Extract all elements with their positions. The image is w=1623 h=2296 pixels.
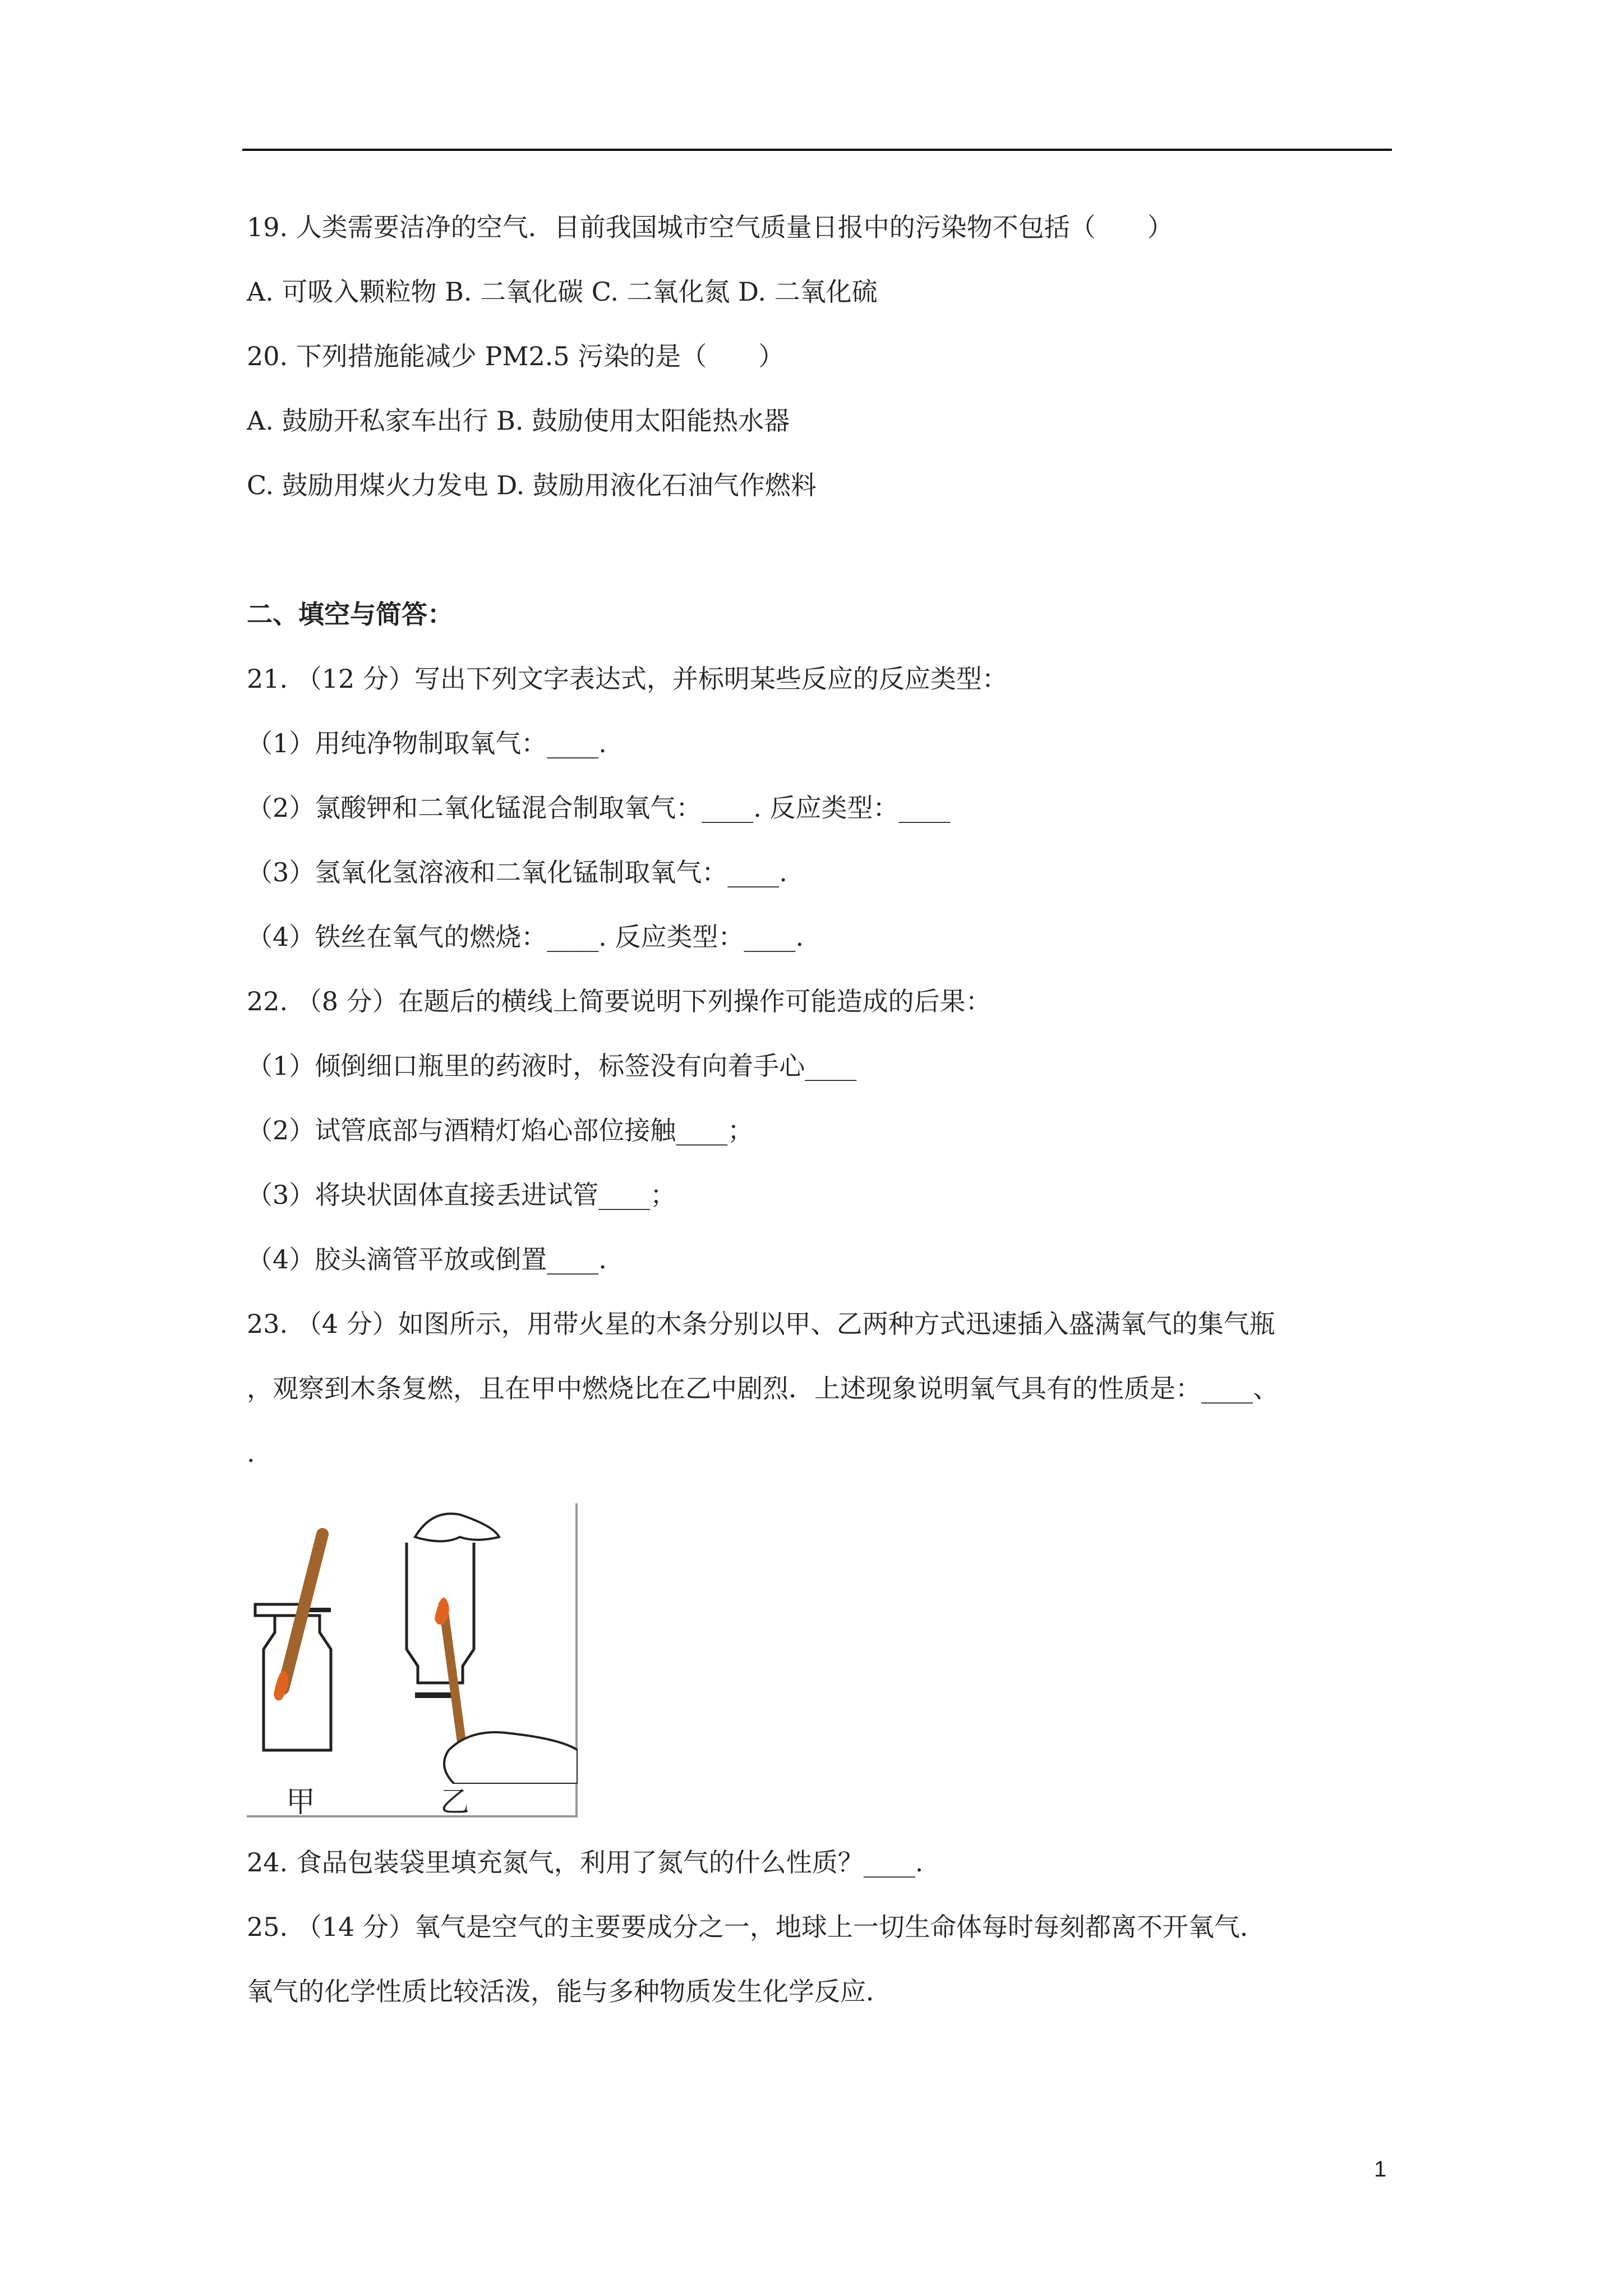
q25-line2: 氧气的化学性质比较活泼，能与多种物质发生化学反应． bbox=[247, 1976, 892, 2007]
q20-options-ab: A. 鼓励开私家车出行 B. 鼓励使用太阳能热水器 bbox=[247, 406, 790, 436]
section-title: 二、填空与简答： bbox=[247, 599, 453, 629]
q25-line1: 25. （14 分）氧气是空气的主要要成分之一，地球上一切生命体每时每刻都离不开氧气． bbox=[247, 1912, 1266, 1942]
q21-part4: （4）铁丝在氧气的燃烧：____. 反应类型：____. bbox=[247, 922, 804, 952]
page-number: 1 bbox=[1374, 2157, 1387, 2182]
q22-part1: （1）倾倒细口瓶里的药液时，标签没有向着手心____ bbox=[247, 1051, 857, 1081]
jar-yi bbox=[407, 1513, 578, 1784]
q23-stem-line3: . bbox=[247, 1438, 255, 1468]
figure-label-jia: 甲 bbox=[286, 1786, 316, 1819]
jar-jia bbox=[255, 1534, 331, 1750]
q22-part4: （4）胶头滴管平放或倒置____. bbox=[247, 1244, 607, 1274]
q19-options: A. 可吸入颗粒物 B. 二氧化碳 C. 二氧化氮 D. 二氧化硫 bbox=[247, 277, 878, 307]
q21-part2: （2）氯酸钾和二氧化锰混合制取氧气：____. 反应类型：____ bbox=[247, 793, 951, 823]
q20-options-cd: C. 鼓励用煤火力发电 D. 鼓励用液化石油气作燃料 bbox=[247, 470, 817, 500]
jar-illustration bbox=[247, 1503, 578, 1784]
flame-icon bbox=[274, 1671, 289, 1700]
hand-bottom-icon bbox=[444, 1732, 578, 1784]
q21-part1: （1）用纯净物制取氧气：____. bbox=[247, 728, 607, 758]
q22-part2: （2）试管底部与酒精灯焰心部位接触____； bbox=[247, 1115, 754, 1145]
header-rule bbox=[242, 149, 1392, 151]
q23-stem-line2: ，观察到木条复燃，且在甲中燃烧比在乙中剧烈．上述现象说明氧气具有的性质是：____、 bbox=[247, 1373, 1279, 1404]
q22-stem: 22. （8 分）在题后的横线上简要说明下列操作可能造成的后果： bbox=[247, 986, 992, 1016]
figure-label-yi: 乙 bbox=[440, 1786, 470, 1819]
q21-part3: （3）氢氧化氢溶液和二氧化锰制取氧气：____. bbox=[247, 857, 787, 887]
oxygen-jar-figure bbox=[247, 1503, 578, 1818]
hand-top-icon bbox=[415, 1513, 499, 1541]
q22-part3: （3）将块状固体直接丢进试管____； bbox=[247, 1180, 676, 1210]
q20-stem: 20. 下列措施能减少 PM2.5 污染的是（ ） bbox=[247, 341, 785, 371]
q24-stem: 24. 食品包装袋里填充氮气，利用了氮气的什么性质？____. bbox=[247, 1847, 924, 1878]
q23-stem-line1: 23. （4 分）如图所示，用带火星的木条分别以甲、乙两种方式迅速插入盛满氧气的集气瓶 bbox=[247, 1309, 1275, 1339]
q21-stem: 21. （12 分）写出下列文字表达式，并标明某些反应的反应类型： bbox=[247, 664, 1008, 694]
q19-stem: 19. 人类需要洁净的空气．目前我国城市空气质量日报中的污染物不包括（ ） bbox=[247, 212, 1173, 242]
